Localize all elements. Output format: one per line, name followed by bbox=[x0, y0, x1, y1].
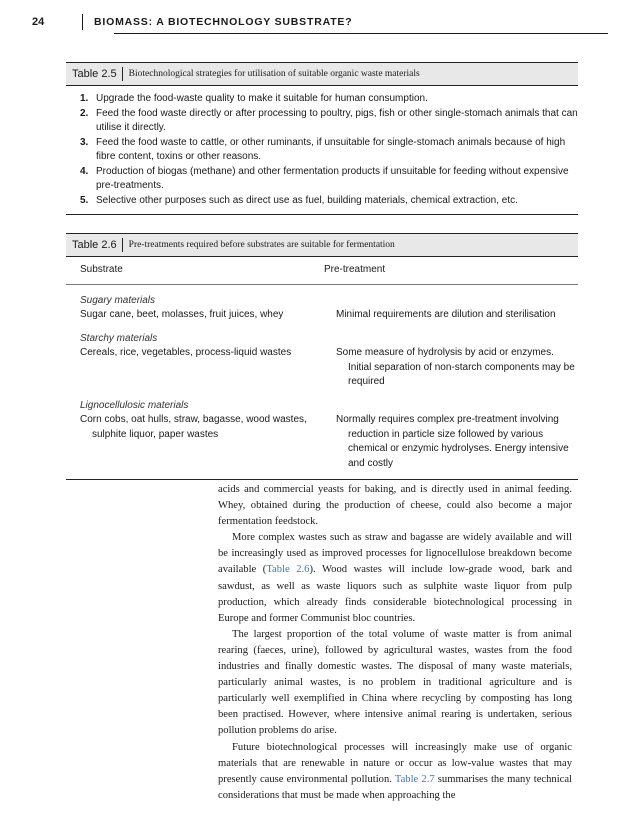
paragraph: acids and commercial yeasts for baking, and is directly used in animal feeding. Whey, obtained during the production of cheese, could also become a major fermentation feedstock. bbox=[218, 484, 572, 528]
substrate-cell: Sugar cane, beet, molasses, fruit juices, whey bbox=[80, 309, 284, 320]
paragraph-text: More complex wastes such as straw and bagasse are widely available and will be increasingly used as improved processes for lignocellulose breakdown become available ( bbox=[218, 532, 572, 576]
table-2-6-link[interactable]: Table 2.6 bbox=[266, 564, 310, 576]
table-header-row bbox=[66, 257, 578, 285]
list-number: 1. bbox=[80, 93, 89, 104]
paragraph bbox=[218, 530, 572, 627]
pretreatment-cell: Normally requires complex pre-treatment involving reduction in particle size followed by various chemical or enzymic hydrolyses. Energy intensive and costly bbox=[336, 414, 569, 469]
body-text bbox=[218, 482, 572, 804]
table-row bbox=[80, 308, 578, 323]
header-divider bbox=[82, 14, 83, 30]
list-text: Feed the food waste directly or after processing to poultry, pigs, fish or other single-stomach animals that can utilise it directly. bbox=[96, 107, 578, 133]
list-item bbox=[80, 194, 578, 209]
table-group bbox=[66, 285, 578, 323]
table-row bbox=[80, 413, 578, 471]
list-item bbox=[80, 136, 578, 165]
page-number: 24 bbox=[32, 16, 45, 28]
paragraph bbox=[218, 740, 572, 804]
table-caption: Pre-treatments required before substrates are suitable for fermentation bbox=[128, 240, 395, 250]
list-number: 4. bbox=[80, 165, 89, 177]
list-text: Feed the food waste to cattle, or other ruminants, if unsuitable for single-stomach animals because of high fibre content, toxins or other reasons. bbox=[96, 136, 566, 162]
paragraph-text: Future biotechnological processes will increasingly make use of organic materials that are renewable in nature or occur as low-value wastes that may presently cause environmental pollution. bbox=[218, 741, 572, 785]
header-rule bbox=[114, 33, 608, 34]
table-2-7-link[interactable]: Table 2.7 bbox=[394, 773, 435, 785]
page-header bbox=[32, 16, 608, 36]
group-title: Starchy materials bbox=[80, 332, 158, 344]
list-text: Production of biogas (methane) and other fermentation products if unsuitable for feeding without expensive pre-treatments. bbox=[96, 165, 569, 191]
column-header-pretreatment: Pre-treatment bbox=[324, 264, 386, 275]
list-text: Upgrade the food-waste quality to make it suitable for human consumption. bbox=[96, 93, 428, 104]
table-group bbox=[66, 390, 578, 480]
group-title: Sugary materials bbox=[80, 294, 156, 306]
list-number: 5. bbox=[80, 194, 89, 206]
pretreatment-table bbox=[66, 257, 578, 480]
pretreatment-cell: Some measure of hydrolysis by acid or enzymes. Initial separation of non-starch components may be required bbox=[336, 347, 575, 387]
group-title: Lignocellulosic materials bbox=[80, 399, 189, 411]
list-text: Selective other purposes such as direct use as fuel, building materials, chemical extraction, etc. bbox=[96, 194, 518, 206]
table-row bbox=[80, 346, 578, 390]
list-number: 2. bbox=[80, 107, 89, 119]
list-number: 3. bbox=[80, 136, 89, 148]
paragraph: The largest proportion of the total volume of waste matter is from animal rearing (faeces, urine), followed by agricultural wastes, wastes from the food industries and finally domestic wastes. The disposal of many waste materials, particularly animal wastes, is no problem in traditional agriculture and is particularly well exemplified in China where recycling by composting has long been practised. However, where intensive animal rearing is undertaken, serious pollution problems do arise. bbox=[218, 628, 572, 737]
table-2-5 bbox=[66, 62, 578, 215]
paragraph-text: ). Wood wastes will include low-grade wood, bark and sawdust, as well as waste liquors such as sulphite waste liquor from pulp production, which already finds considerable biotechnological processing in Europe and former Communist bloc countries. bbox=[218, 564, 572, 624]
substrate-cell: Cereals, rice, vegetables, process-liquid wastes bbox=[80, 347, 292, 358]
list-item bbox=[80, 107, 578, 136]
table-caption-bar bbox=[66, 233, 578, 257]
table-group bbox=[66, 323, 578, 390]
table-label: Table 2.5 bbox=[72, 67, 123, 81]
column-header-substrate: Substrate bbox=[80, 264, 123, 275]
table-caption: Biotechnological strategies for utilisation of suitable organic waste materials bbox=[128, 69, 420, 79]
running-title: BIOMASS: A BIOTECHNOLOGY SUBSTRATE? bbox=[94, 16, 353, 28]
strategy-list bbox=[66, 92, 578, 215]
substrate-cell: Corn cobs, oat hulls, straw, bagasse, wood wastes, sulphite liquor, paper wastes bbox=[80, 414, 307, 440]
pretreatment-cell: Minimal requirements are dilution and sterilisation bbox=[336, 309, 556, 320]
table-2-6 bbox=[66, 233, 578, 480]
list-item bbox=[80, 165, 578, 194]
paragraph-text: summarises the many technical considerations that must be made when approaching the bbox=[218, 773, 572, 801]
list-item bbox=[80, 92, 578, 107]
table-label: Table 2.6 bbox=[72, 238, 123, 252]
table-caption-bar bbox=[66, 62, 578, 86]
